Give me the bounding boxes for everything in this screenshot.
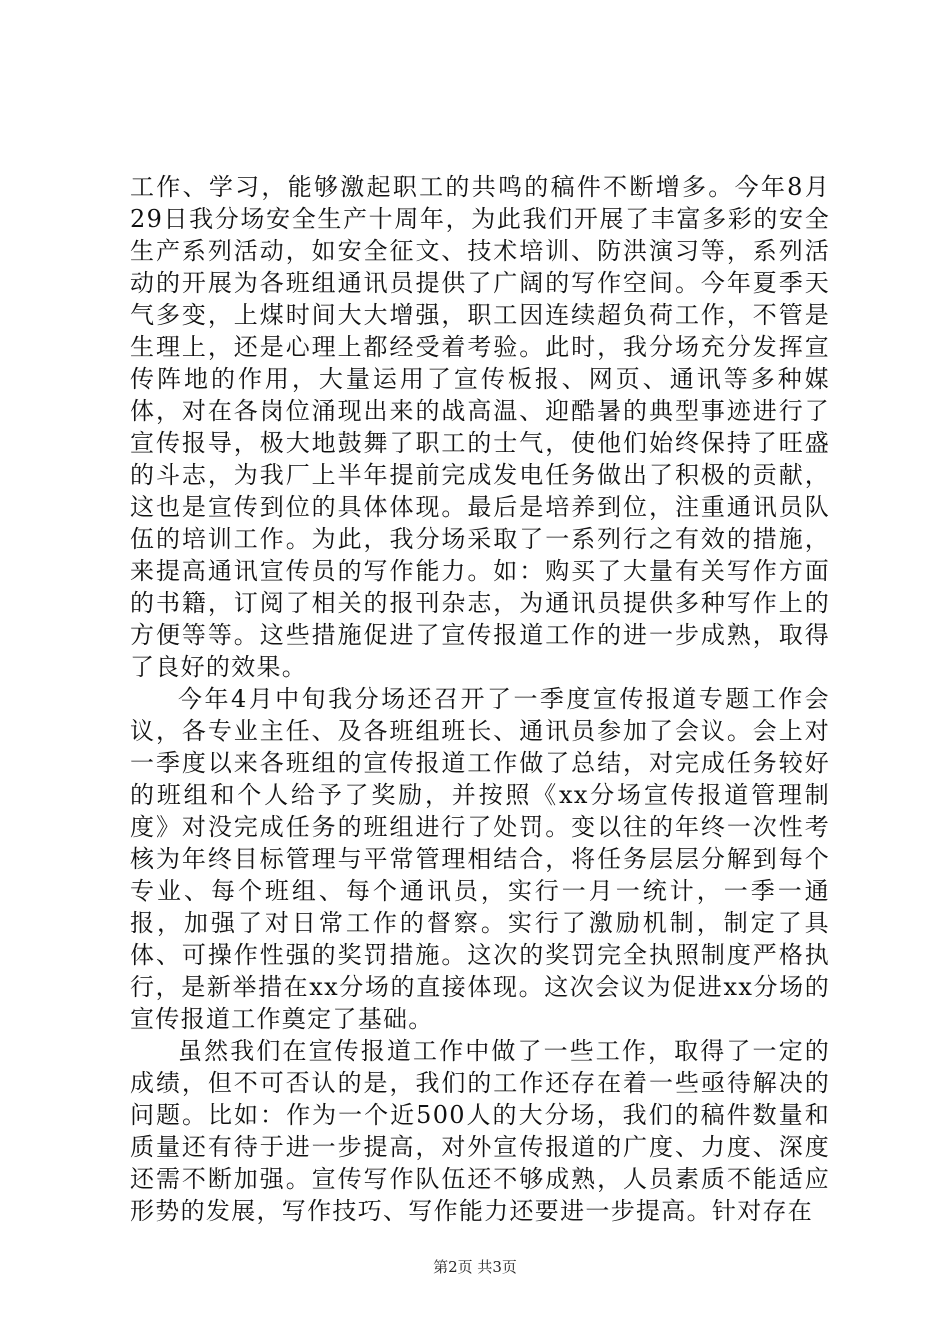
page-footer: 第2页 共3页 (433, 1258, 517, 1276)
paragraph-problems: 虽然我们在宣传报道工作中做了一些工作，取得了一定的成绩，但不可否认的是，我们的工作还存在着一些亟待解决的问题。比如：作为一个近500人的大分场，我们的稿件数量和质量还有待于进一步提高，对外宣传报道的广度、力度、深度还需不断加强。宣传写作队伍还不够成熟，人员素质不能适应形势的发展，写作技巧、写作能力还要进一步提高。针对存在 (130, 1037, 830, 1225)
document-body (130, 171, 830, 1227)
paragraph-meeting: 今年4月中旬我分场还召开了一季度宣传报道专题工作会议，各专业主任、及各班组班长、通讯员参加了会议。会上对一季度以来各班组的宣传报道工作做了总结，对完成任务较好的班组和个人给予了奖励，并按照《xx分场宣传报道管理制度》对没完成任务的班组进行了处罚。变以往的年终一次性考核为年终目标管理与平常管理相结合，将任务层层分解到每个专业、每个班组、每个通讯员，实行一月一统计，一季一通报，加强了对日常工作的督察。实行了激励机制，制定了具体、可操作性强的奖罚措施。这次的奖罚完全执照制度严格执行，是新举措在xx分场的直接体现。这次会议为促进xx分场的宣传报道工作奠定了基础。 (130, 685, 830, 1033)
paragraph-continuation: 工作、学习，能够激起职工的共鸣的稿件不断增多。今年8月29日我分场安全生产十周年，为此我们开展了丰富多彩的安全生产系列活动，如安全征文、技术培训、防洪演习等，系列活动的开展为各班组通讯员提供了广阔的写作空间。今年夏季天气多变，上煤时间大大增强，职工因连续超负荷工作，不管是生理上，还是心理上都经受着考验。此时，我分场充分发挥宣传阵地的作用，大量运用了宣传板报、网页、通讯等多种媒体，对在各岗位涌现出来的战高温、迎酷暑的典型事迹进行了宣传报导，极大地鼓舞了职工的士气，使他们始终保持了旺盛的斗志，为我厂上半年提前完成发电任务做出了积极的贡献，这也是宣传到位的具体体现。最后是培养到位，注重通讯员队伍的培训工作。为此，我分场采取了一系列行之有效的措施，来提高通讯宣传员的写作能力。如：购买了大量有关写作方面的书籍，订阅了相关的报刊杂志，为通讯员提供多种写作上的方便等等。这些措施促进了宣传报道工作的进一步成熟，取得了良好的效果。 (130, 173, 830, 681)
